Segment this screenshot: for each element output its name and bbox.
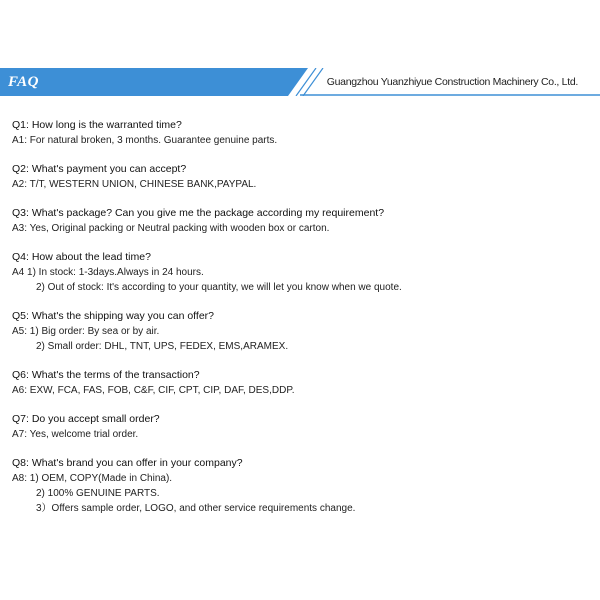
- faq-question: Q3: What's package? Can you give me the package according my requirement?: [12, 207, 385, 219]
- faq-answer-text: 1) In stock: 1-3days.Always in 24 hours.: [27, 267, 204, 278]
- faq-answer: [12, 177, 592, 192]
- faq-answer: [12, 221, 592, 236]
- faq-title: FAQ: [8, 74, 39, 90]
- faq-question: Q6: What's the terms of the transaction?: [12, 369, 200, 381]
- faq-answer-text: 1) Big order: By sea or by air.: [29, 326, 160, 337]
- faq-question: Q2: What's payment you can accept?: [12, 163, 187, 175]
- faq-answer-continuation: 2) Small order: DHL, TNT, UPS, FEDEX, EMS,ARAMEX.: [36, 341, 289, 352]
- faq-answer-text: T/T, WESTERN UNION, CHINESE BANK,PAYPAL.: [29, 179, 257, 190]
- faq-item: [12, 162, 592, 192]
- faq-header-banner: [0, 68, 600, 96]
- faq-answer-prefix: A8:: [12, 473, 28, 484]
- header-blue-band: [0, 68, 308, 96]
- company-name: Guangzhou Yuanzhiyue Construction Machinery Co., Ltd.: [326, 76, 578, 88]
- faq-question: Q8: What's brand you can offer in your company?: [12, 457, 243, 469]
- faq-answer-prefix: A4: [12, 267, 25, 278]
- faq-question: Q1: How long is the warranted time?: [12, 119, 182, 131]
- faq-answer: [12, 471, 592, 486]
- faq-answer-continuation: 2) Out of stock: It's according to your quantity, we will let you know when we quote.: [36, 282, 402, 293]
- faq-item: [12, 206, 592, 236]
- faq-item: [12, 250, 592, 295]
- faq-answer-continuation: 2) 100% GENUINE PARTS.: [36, 488, 160, 499]
- faq-answer-text: Yes, Original packing or Neutral packing with wooden box or carton.: [29, 223, 330, 234]
- faq-answer-prefix: A3:: [12, 223, 28, 234]
- faq-item: [12, 456, 592, 516]
- faq-answer: [12, 427, 592, 442]
- faq-question: Q5: What's the shipping way you can offer?: [12, 310, 215, 322]
- faq-answer: [12, 133, 592, 148]
- faq-item: [12, 118, 592, 148]
- faq-question: Q4: How about the lead time?: [12, 251, 151, 263]
- faq-answer-text: EXW, FCA, FAS, FOB, C&F, CIF, CPT, CIP, DAF, DES,DDP.: [29, 385, 295, 396]
- faq-answer-prefix: A2:: [12, 179, 28, 190]
- faq-item: [12, 412, 592, 442]
- faq-list: [12, 118, 592, 530]
- faq-answer-text: For natural broken, 3 months. Guarantee genuine parts.: [29, 135, 278, 146]
- faq-answer-prefix: A5:: [12, 326, 28, 337]
- faq-answer-prefix: A7:: [12, 429, 28, 440]
- faq-answer-continuation: 3）Offers sample order, LOGO, and other service requirements change.: [36, 503, 356, 514]
- faq-item: [12, 368, 592, 398]
- faq-answer-text: 1) OEM, COPY(Made in China).: [29, 473, 173, 484]
- faq-answer: [12, 324, 592, 339]
- faq-answer-prefix: A1:: [12, 135, 28, 146]
- faq-answer-prefix: A6:: [12, 385, 28, 396]
- faq-item: [12, 309, 592, 354]
- faq-question: Q7: Do you accept small order?: [12, 413, 160, 425]
- faq-answer: [12, 265, 592, 280]
- faq-answer-text: Yes, welcome trial order.: [29, 429, 139, 440]
- faq-answer: [12, 383, 592, 398]
